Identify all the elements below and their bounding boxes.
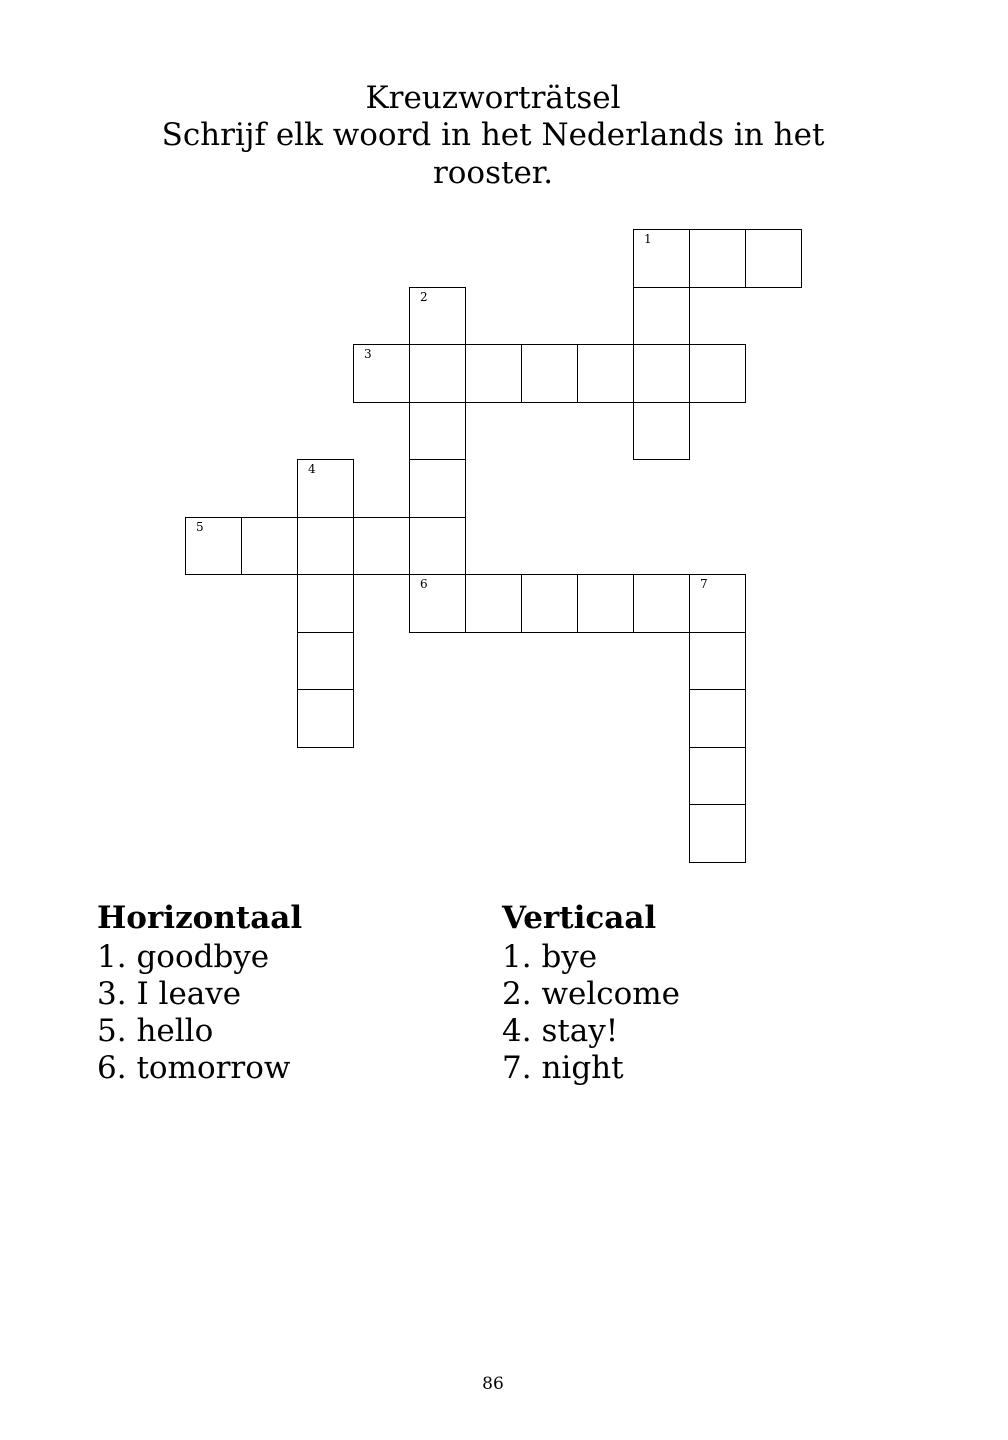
grid-cell[interactable] (633, 402, 690, 461)
down-clues (502, 900, 680, 1087)
grid-cell[interactable] (409, 402, 466, 461)
clue-number: 7. (502, 1050, 532, 1086)
grid-cell[interactable] (689, 747, 746, 806)
page-title: Kreuzworträtsel (365, 80, 621, 116)
clue-number: 2. (502, 976, 532, 1012)
grid-cell[interactable] (689, 632, 746, 691)
clue-number-label: 6 (420, 577, 428, 591)
clue-across (97, 939, 302, 976)
crossword-grid (185, 229, 803, 864)
grid-cell[interactable] (297, 689, 354, 748)
clue-text: tomorrow (136, 1050, 291, 1086)
clue-down (502, 939, 680, 976)
grid-cell[interactable] (409, 517, 466, 576)
across-clues (97, 900, 302, 1087)
grid-cell[interactable] (409, 459, 466, 518)
clue-across (97, 1013, 302, 1050)
grid-cell[interactable] (633, 229, 690, 288)
instruction-line-1: Schrijf elk woord in het Nederlands in het (161, 117, 825, 153)
grid-cell[interactable] (689, 229, 746, 288)
clue-text: I leave (136, 976, 242, 1012)
clue-across (97, 976, 302, 1013)
grid-cell[interactable] (633, 574, 690, 633)
clue-number: 3. (97, 976, 127, 1012)
clue-number: 1. (97, 939, 127, 975)
grid-cell[interactable] (689, 804, 746, 863)
clue-across (97, 1050, 302, 1087)
clue-text: bye (541, 939, 598, 975)
clue-number-label: 5 (196, 519, 204, 534)
grid-cell[interactable] (353, 344, 410, 403)
grid-cell[interactable] (297, 632, 354, 691)
instruction-line-2: rooster. (432, 155, 554, 191)
grid-cell[interactable] (465, 574, 522, 633)
clue-text: goodbye (136, 939, 270, 975)
grid-cell[interactable] (745, 229, 802, 288)
clue-down (502, 976, 680, 1013)
grid-cell[interactable] (353, 517, 410, 576)
grid-cell[interactable] (577, 574, 634, 633)
clue-number-label: 3 (364, 347, 372, 361)
grid-cell[interactable] (633, 344, 690, 403)
grid-cell[interactable] (297, 574, 354, 633)
clue-text: welcome (541, 976, 680, 1012)
grid-cell[interactable] (185, 517, 242, 576)
grid-cell[interactable] (297, 459, 354, 518)
clue-text: hello (136, 1013, 214, 1049)
clue-down (502, 1050, 680, 1087)
clue-number: 5. (97, 1013, 127, 1049)
clue-number-label: 7 (700, 577, 708, 591)
grid-cell[interactable] (689, 574, 746, 633)
grid-cell[interactable] (521, 344, 578, 403)
clue-number: 6. (97, 1050, 127, 1086)
clue-text: stay! (541, 1013, 619, 1049)
grid-cell[interactable] (689, 344, 746, 403)
clue-number: 4. (502, 1013, 532, 1049)
down-heading: Verticaal (502, 900, 657, 936)
clue-text: night (541, 1050, 624, 1086)
across-heading: Horizontaal (97, 900, 303, 936)
grid-cell[interactable] (689, 689, 746, 748)
clue-down (502, 1013, 680, 1050)
clue-number-label: 4 (308, 462, 316, 476)
clue-number: 1. (502, 939, 532, 975)
grid-cell[interactable] (521, 574, 578, 633)
grid-cell[interactable] (633, 287, 690, 346)
clue-number-label: 1 (644, 232, 652, 246)
grid-cell[interactable] (465, 344, 522, 403)
grid-cell[interactable] (409, 344, 466, 403)
grid-cell[interactable] (577, 344, 634, 403)
grid-cell[interactable] (409, 287, 466, 346)
grid-cell[interactable] (409, 574, 466, 633)
clue-number-label: 2 (420, 289, 428, 304)
grid-cell[interactable] (241, 517, 298, 576)
grid-cell[interactable] (297, 517, 354, 576)
page-number: 86 (482, 1374, 504, 1394)
